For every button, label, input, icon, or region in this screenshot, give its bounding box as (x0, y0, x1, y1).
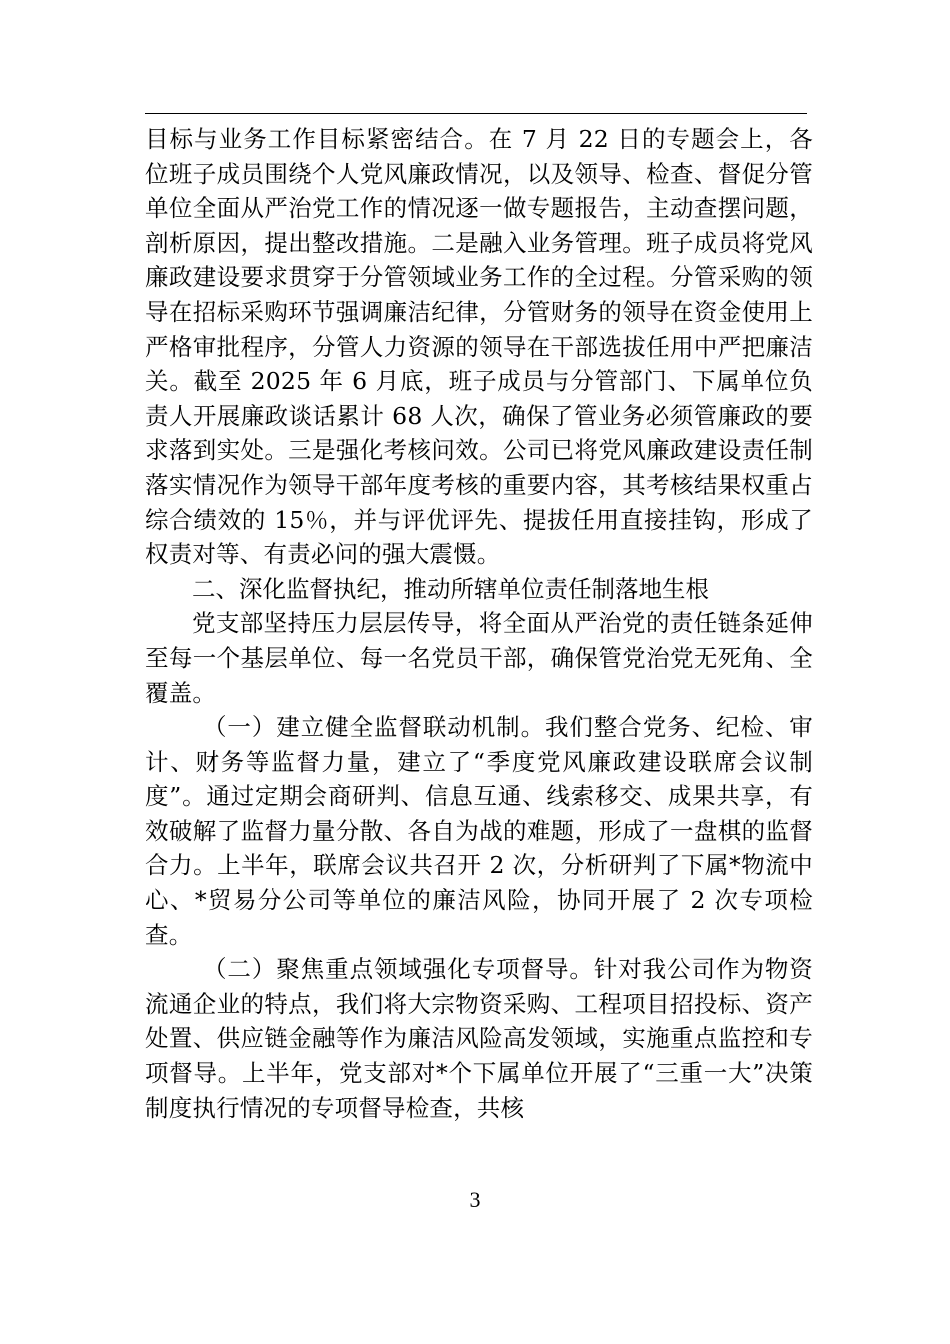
paragraph-intro: 党支部坚持压力层层传导，将全面从严治党的责任链条延伸至每一个基层单位、每一名党员干部，确保管党治党无死角、全覆盖。 (145, 609, 813, 707)
section-heading: 二、深化监督执纪，推动所辖单位责任制落地生根 (192, 574, 709, 603)
paragraph-item-2: （二）聚焦重点领域强化专项督导。针对我公司作为物资流通企业的特点，我们将大宗物资采购、工程项目招投标、资产处置、供应链金融等作为廉洁风险高发领域，实施重点监控和专项督导。上半年，党支部对*个下属单位开展了“三重一大”决策制度执行情况的专项督导检查，共核 (145, 955, 813, 1122)
header-rule (145, 113, 807, 114)
paragraph-item-1: （一）建立健全监督联动机制。我们整合党务、纪检、审计、财务等监督力量，建立了“季度党风廉政建设联席会议制度”。通过定期会商研判、信息互通、线索移交、成果共享，有效破解了监督力量分散、各自为战的难题，形成了一盘棋的监督合力。上半年，联席会议共召开 2 次，分析研判了下属*物流中心、*贸易分公司等单位的廉洁风险，协同开展了 2 次专项检查。 (145, 713, 813, 949)
page-number: 3 (469, 1187, 481, 1212)
paragraph-continued: 目标与业务工作目标紧密结合。在 7 月 22 日的专题会上，各位班子成员围绕个人党风廉政情况，以及领导、检查、督促分管单位全面从严治党工作的情况逐一做专题报告，主动查摆问题，剖析原因，提出整改措施。二是融入业务管理。班子成员将党风廉政建设要求贯穿于分管领域业务工作的全过程。分管采购的领导在招标采购环节强调廉洁纪律，分管财务的领导在资金使用上严格审批程序，分管人力资源的领导在干部选拔任用中严把廉洁关。截至 2025 年 6 月底，班子成员与分管部门、下属单位负责人开展廉政谈话累计 68 人次，确保了管业务必须管廉政的要求落到实处。三是强化考核问效。公司已将党风廉政建设责任制落实情况作为领导干部年度考核的重要内容，其考核结果权重占综合绩效的 15％，并与评优评先、提拔任用直接挂钩，形成了权责对等、有责必问的强大震慑。 (145, 125, 813, 569)
document-body (145, 122, 813, 1125)
